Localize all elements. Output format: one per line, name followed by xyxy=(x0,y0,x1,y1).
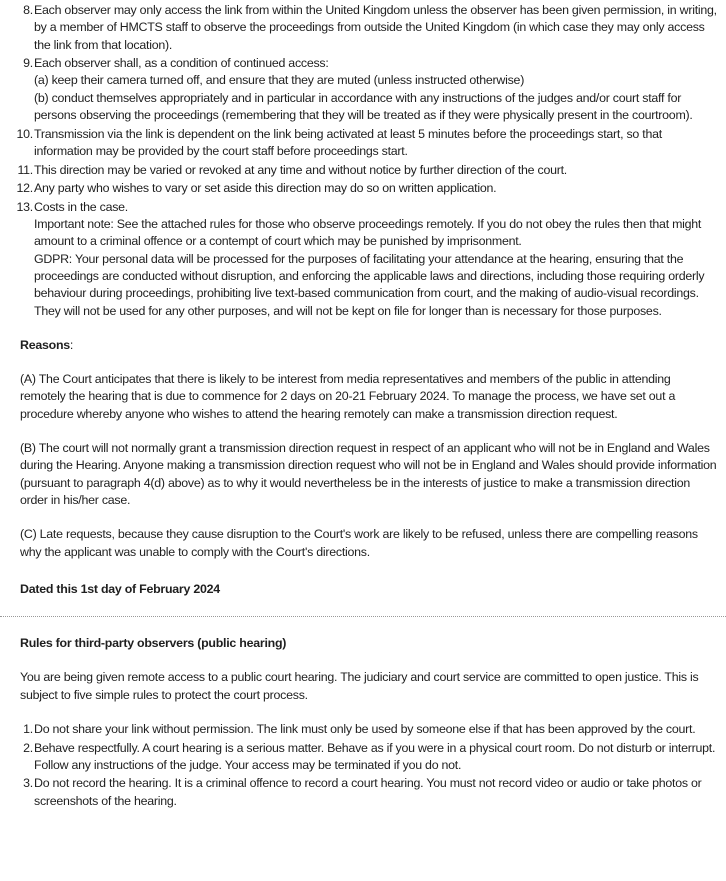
item-number: 12. xyxy=(16,181,33,196)
reasons-heading-colon: : xyxy=(69,337,74,352)
reasons-heading xyxy=(20,337,718,354)
reason-paragraph: (C) Late requests, because they cause disruption to the Court's work are likely to be refused, unless there are compelling reasons why the applicant was unable to comply with the Court's directions. xyxy=(20,527,698,559)
direction-item xyxy=(16,126,718,161)
direction-text: This direction may be varied or revoked at any time and without notice by further direction of the court. xyxy=(34,162,567,177)
item-number: 10. xyxy=(16,126,33,141)
item-number: 9. xyxy=(23,56,33,71)
direction-item xyxy=(16,180,718,197)
rule-text: Do not record the hearing. It is a criminal offence to record a court hearing. You must not record video or audio or take photos or screenshots of the hearing. xyxy=(34,776,702,808)
item-number: 8. xyxy=(23,3,33,17)
directions-list xyxy=(16,2,718,320)
item-number: 13. xyxy=(16,199,33,214)
item-number: 3. xyxy=(23,776,33,791)
gdpr-note: GDPR: Your personal data will be processed for the purposes of facilitating your attendance at the hearing, ensuring that the proceedings are conducted without disruption, and enforcing the applicable laws and directions, including those requiring orderly behaviour during proceedings, prohibiting live text-based communication from court, and the making of audio-visual recordings. They will not be used for any other purposes, and will not be kept on file for longer than is necessary for those purposes. xyxy=(34,251,705,318)
rule-item xyxy=(20,721,718,738)
item-number: 1. xyxy=(23,721,33,736)
direction-subtext: (b) conduct themselves appropriately and in particular in accordance with any instructions of the judges and/or court staff for persons observing the proceedings (remembering that they will be treated as if they were physically present in the courtroom). xyxy=(34,90,693,123)
direction-item xyxy=(16,199,718,320)
rule-text: Behave respectfully. A court hearing is a serious matter. Behave as if you were in a physical court room. Do not disturb or interrupt. Follow any instructions of the judge. Your access may be terminated if you do not. xyxy=(34,740,716,772)
reason-paragraph: (A) The Court anticipates that there is likely to be interest from media representatives and members of the public in attending remotely the hearing that is due to commence for 2 days on 20-21 February 2024. To manage the process, we have set out a procedure whereby anyone who wishes to attend the hearing remotely can make a transmission direction request. xyxy=(20,372,676,421)
dated-line: Dated this 1st day of February 2024 xyxy=(20,581,220,596)
direction-subtext: (a) keep their camera turned off, and ensure that they are muted (unless instructed otherwise) xyxy=(34,73,525,88)
direction-text: Transmission via the link is dependent on the link being activated at least 5 minutes before the proceedings start, so that information may be provided by the court staff before proceedings start. xyxy=(34,126,662,158)
rules-heading: Rules for third-party observers (public hearing) xyxy=(20,636,287,651)
dotted-divider xyxy=(0,616,726,617)
rule-item xyxy=(20,775,718,810)
direction-item xyxy=(20,2,718,54)
rule-text: Do not share your link without permission. The link must only be used by someone else if that has been approved by the court. xyxy=(34,721,696,736)
rule-item xyxy=(20,740,718,775)
reasons-heading-text: Reasons xyxy=(20,337,70,352)
direction-text: Each observer shall, as a condition of continued access: xyxy=(34,56,329,71)
item-number: 11. xyxy=(17,162,33,177)
reason-paragraph: (B) The court will not normally grant a transmission direction request in respect of an applicant who will not be in England and Wales during the Hearing. Anyone making a transmission direction request who will not be in England and Wales should provide information (pursuant to paragraph 4(d) above) as to why it would nevertheless be in the interests of justice to make a transmission direction order in his/her case. xyxy=(20,441,717,507)
direction-text: Costs in the case. xyxy=(34,199,128,214)
direction-item xyxy=(17,162,718,179)
item-number: 2. xyxy=(23,740,33,755)
rules-intro: You are being given remote access to a public court hearing. The judiciary and court service are committed to open justice. This is subject to five simple rules to protect the court process. xyxy=(20,670,699,702)
rules-list xyxy=(20,721,718,810)
direction-text: Any party who wishes to vary or set aside this direction may do so on written application. xyxy=(34,181,497,196)
important-note: Important note: See the attached rules for those who observe proceedings remotely. If you do not obey the rules then that might amount to a criminal offence or a contempt of court which may be punished by imprisonment. xyxy=(34,217,702,249)
direction-item xyxy=(20,55,718,124)
direction-text: Each observer may only access the link from within the United Kingdom unless the observer has been given permission, in writing, by a member of HMCTS staff to observe the proceedings from outside the United Kingdom (in which case they may only access the link from that location). xyxy=(34,3,717,52)
